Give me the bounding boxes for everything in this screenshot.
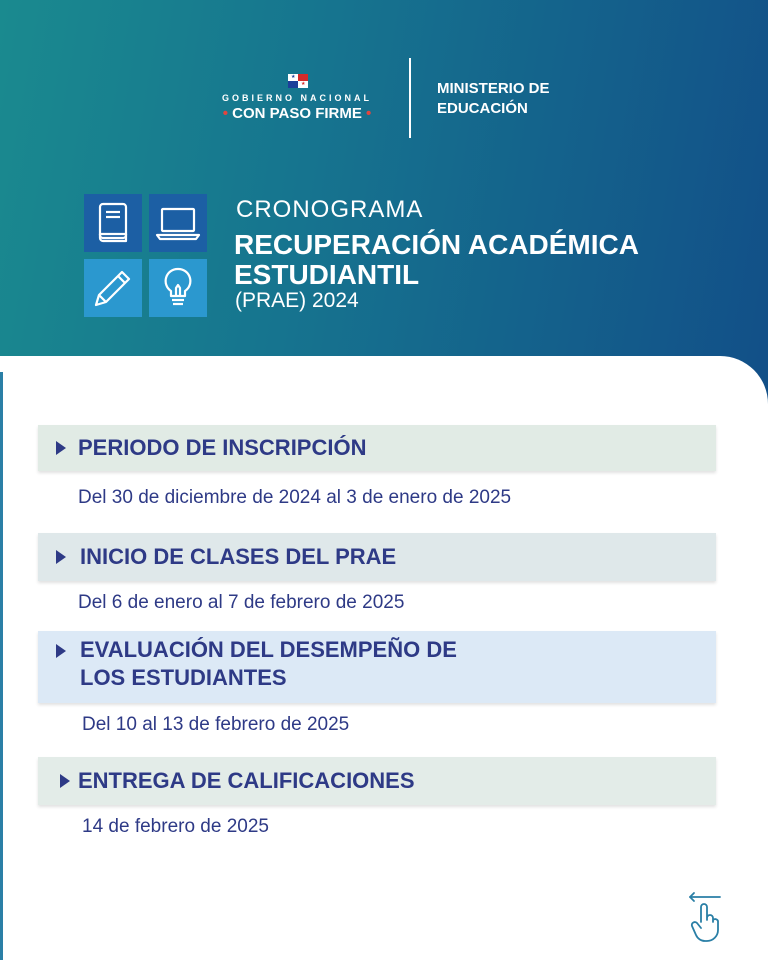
schedule-label	[80, 636, 540, 692]
left-edge-line	[0, 372, 3, 960]
bullet-triangle-icon	[56, 550, 66, 564]
ministry-line2: EDUCACIÓN	[437, 100, 528, 117]
schedule-item-inicio-clases	[38, 533, 716, 581]
schedule-label-line2: LOS ESTUDIANTES	[80, 665, 287, 690]
bullet-triangle-icon	[56, 441, 66, 455]
pencil-icon	[84, 259, 142, 317]
main-title-line1: RECUPERACIÓN ACADÉMICA	[234, 229, 639, 260]
book-icon	[84, 194, 142, 252]
schedule-item-inscripcion	[38, 425, 716, 471]
ministry-line1: MINISTERIO DE	[437, 80, 550, 97]
bullet-triangle-icon	[60, 774, 70, 788]
schedule-date: Del 10 al 13 de febrero de 2025	[82, 714, 350, 735]
title-cronograma: CRONOGRAMA	[236, 196, 424, 223]
schedule-item-entrega	[38, 757, 716, 805]
schedule-label-line1: EVALUACIÓN DEL DESEMPEÑO DE	[80, 637, 457, 662]
government-logo-line2: CON PASO FIRME	[232, 105, 362, 122]
schedule-date: Del 6 de enero al 7 de febrero de 2025	[78, 592, 405, 613]
government-logo-line1: GOBIERNO NACIONAL	[222, 93, 372, 103]
schedule-label: ENTREGA DE CALIFICACIONES	[78, 768, 415, 793]
schedule-date: Del 30 de diciembre de 2024 al 3 de enero de 2025	[78, 487, 512, 508]
lightbulb-icon	[149, 259, 207, 317]
title-subtitle: (PRAE) 2024	[235, 289, 359, 312]
laptop-icon	[149, 194, 207, 252]
logo-divider	[409, 58, 411, 138]
schedule-label: PERIODO DE INSCRIPCIÓN	[78, 435, 367, 460]
schedule-item-evaluacion	[38, 631, 716, 703]
main-title-line2: ESTUDIANTIL	[234, 259, 420, 290]
main-title	[234, 230, 734, 290]
swipe-left-icon[interactable]	[684, 888, 724, 944]
ministry-logo	[437, 79, 597, 119]
schedule-date: 14 de febrero de 2025	[82, 816, 269, 837]
schedule-label: INICIO DE CLASES DEL PRAE	[80, 544, 397, 569]
panama-flag-icon: ★ ★	[288, 74, 308, 88]
government-logo: ★ ★ GOBIERNO NACIONAL • CON PASO FIRME •	[206, 74, 388, 130]
bullet-triangle-icon	[56, 644, 66, 658]
